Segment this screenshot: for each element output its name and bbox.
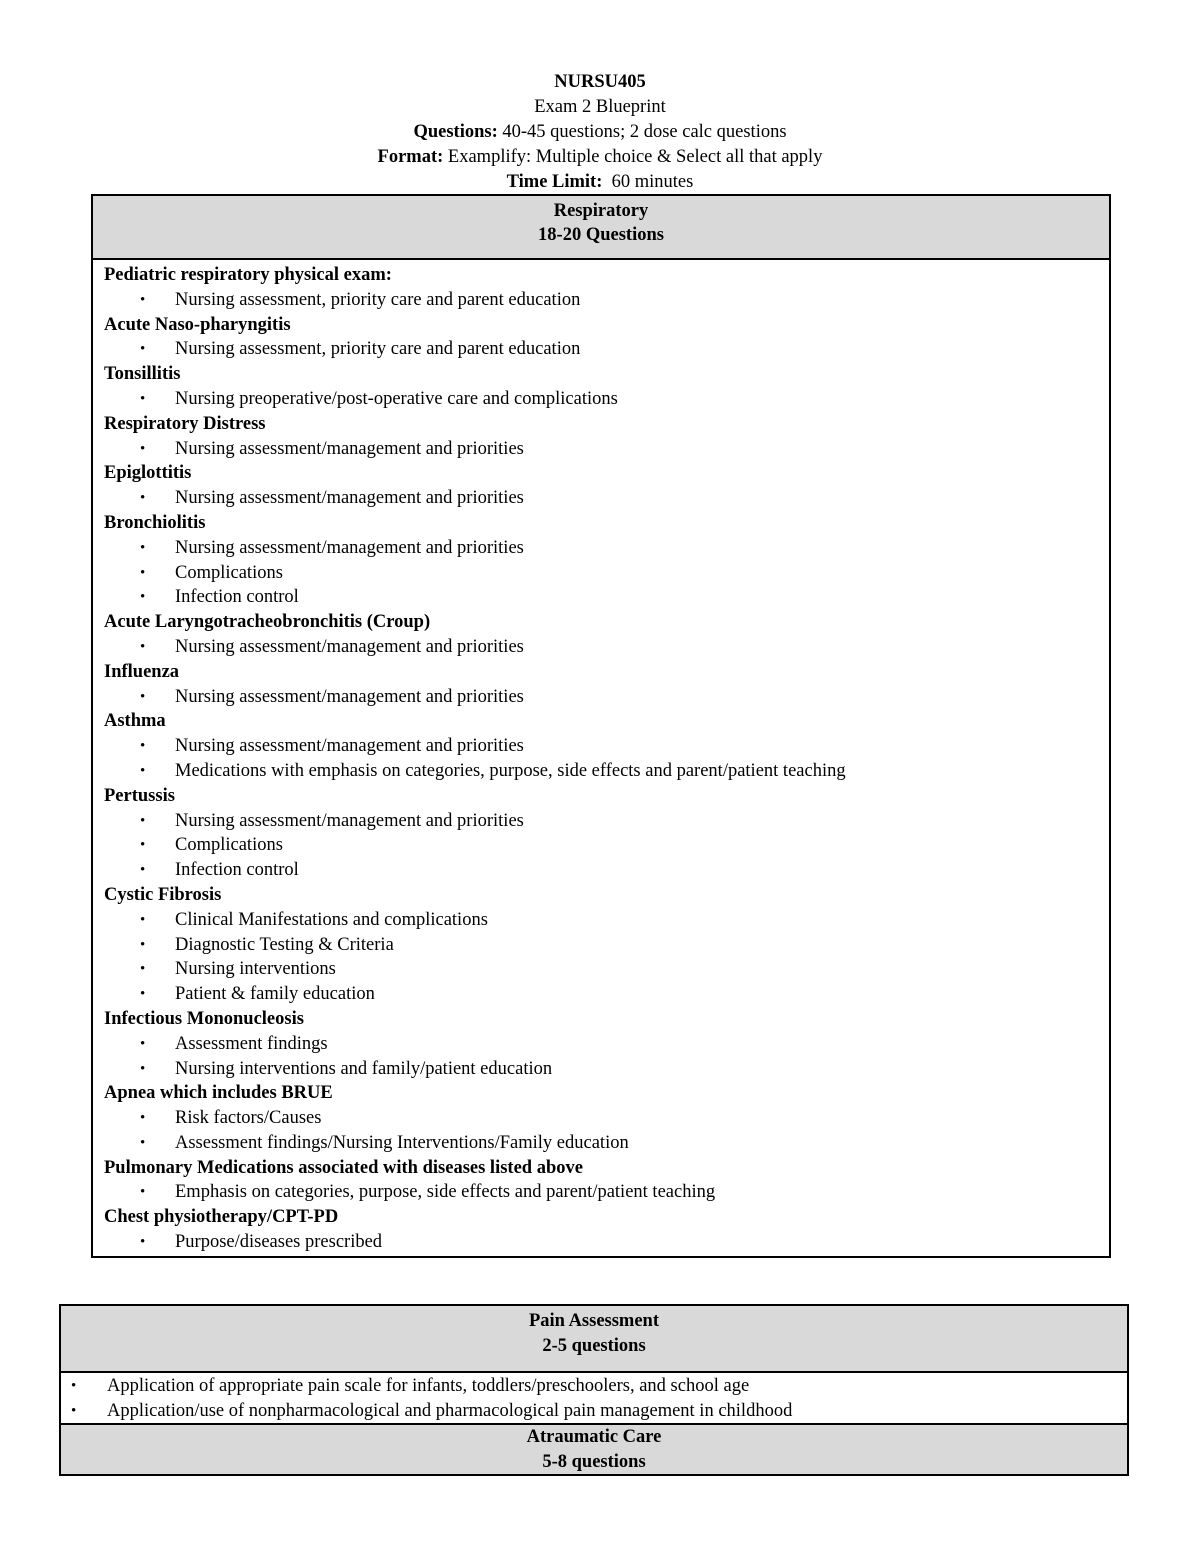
- list-item-text: Nursing assessment/management and priorities: [175, 686, 524, 707]
- list-item: [104, 685, 1109, 710]
- questions-line: Questions: 40-45 questions; 2 dose calc questions: [413, 122, 787, 142]
- list-item-text: Complications: [175, 562, 283, 583]
- list-item: [104, 809, 1109, 834]
- topic-title: Acute Laryngotracheobronchitis (Croup): [104, 612, 431, 633]
- list-item-text: Nursing interventions: [175, 959, 336, 980]
- list-item-text: Nursing assessment/management and priorities: [175, 438, 524, 459]
- list-item: [104, 734, 1109, 759]
- list-item: [104, 858, 1109, 883]
- list-item: [104, 1106, 1109, 1131]
- list-item: [104, 982, 1109, 1007]
- atraumatic-header: [61, 1423, 1127, 1474]
- bullet-icon: •: [140, 440, 146, 457]
- bullet-icon: •: [140, 986, 146, 1003]
- list-item-text: Nursing assessment/management and priorities: [175, 736, 524, 757]
- list-item: [104, 337, 1109, 362]
- exam-subtitle: Exam 2 Blueprint: [534, 97, 666, 117]
- list-item-text: Application of appropriate pain scale for infants, toddlers/preschoolers, and school age: [107, 1376, 750, 1396]
- list-item-text: Nursing assessment/management and priorities: [175, 810, 524, 831]
- bullet-icon: •: [140, 961, 146, 978]
- bullet-icon: •: [140, 911, 146, 928]
- topic-title: Pertussis: [104, 785, 175, 806]
- bullet-icon: •: [140, 1110, 146, 1127]
- bullet-icon: •: [140, 738, 146, 755]
- bullet-icon: •: [140, 564, 146, 581]
- pain-atraumatic-table: [59, 1304, 1129, 1476]
- list-item: [104, 437, 1109, 462]
- list-item-text: Patient & family education: [175, 984, 375, 1005]
- list-item: [104, 536, 1109, 561]
- topic-title: Epiglottitis: [104, 463, 192, 484]
- list-item-text: Nursing assessment/management and priorities: [175, 537, 524, 558]
- atraumatic-title: Atraumatic Care: [526, 1427, 662, 1447]
- bullet-icon: •: [140, 862, 146, 879]
- list-item: [104, 288, 1109, 313]
- bullet-icon: •: [71, 1402, 77, 1419]
- bullet-icon: •: [140, 1234, 146, 1251]
- list-item-text: Complications: [175, 835, 283, 856]
- topic-title: Chest physiotherapy/CPT-PD: [104, 1207, 339, 1228]
- bullet-icon: •: [140, 539, 146, 556]
- list-item: [61, 1374, 1127, 1399]
- list-item-text: Nursing assessment, priority care and parent education: [175, 339, 581, 360]
- topic-title: Pediatric respiratory physical exam:: [104, 265, 392, 285]
- bullet-icon: •: [140, 1060, 146, 1077]
- bullet-icon: •: [71, 1378, 77, 1394]
- bullet-icon: •: [140, 837, 146, 854]
- respiratory-title: Respiratory: [553, 201, 649, 221]
- list-item: [104, 933, 1109, 958]
- list-item: [104, 957, 1109, 982]
- document-header: [0, 70, 1200, 195]
- bullet-icon: •: [140, 762, 146, 779]
- list-item-text: Nursing assessment/management and priorities: [175, 636, 524, 657]
- list-item-text: Risk factors/Causes: [175, 1108, 322, 1129]
- topic-title: Bronchiolitis: [104, 512, 206, 533]
- pain-count: 2-5 questions: [542, 1336, 646, 1356]
- list-item: [104, 908, 1109, 933]
- topic-title: Influenza: [104, 661, 180, 682]
- bullet-icon: •: [140, 1184, 146, 1201]
- bullet-icon: •: [140, 341, 146, 358]
- list-item: [104, 486, 1109, 511]
- bullet-icon: •: [140, 1035, 146, 1052]
- list-item-text: Assessment findings/Nursing Interventions/Family education: [175, 1132, 629, 1153]
- respiratory-section: [91, 194, 1111, 1258]
- list-item-text: Application/use of nonpharmacological and pharmacological pain management in childhood: [107, 1400, 793, 1421]
- topic-title: Asthma: [104, 711, 166, 732]
- list-item: [104, 635, 1109, 660]
- bullet-icon: •: [140, 688, 146, 705]
- list-item-text: Clinical Manifestations and complications: [175, 909, 488, 930]
- list-item: [104, 585, 1109, 610]
- topic-title: Cystic Fibrosis: [104, 884, 222, 905]
- list-item: [104, 833, 1109, 858]
- pain-item-list: [61, 1373, 1127, 1423]
- list-item: [104, 1180, 1109, 1205]
- bullet-icon: •: [140, 936, 146, 953]
- respiratory-count: 18-20 Questions: [538, 225, 664, 245]
- bullet-icon: •: [140, 390, 146, 407]
- list-item: [104, 1032, 1109, 1057]
- list-item: [104, 1131, 1109, 1156]
- respiratory-header: [93, 196, 1109, 260]
- list-item-text: Assessment findings: [175, 1033, 328, 1054]
- topic-title: Respiratory Distress: [104, 413, 266, 434]
- list-item-text: Nursing preoperative/post-operative care and complications: [175, 388, 618, 409]
- bullet-icon: •: [140, 490, 146, 507]
- topic-title: Infectious Mononucleosis: [104, 1008, 304, 1029]
- list-item-text: Diagnostic Testing & Criteria: [175, 934, 394, 955]
- course-code: NURSU405: [554, 72, 646, 92]
- bullet-icon: •: [140, 638, 146, 655]
- list-item-text: Nursing assessment/management and priorities: [175, 488, 524, 509]
- list-item-text: Medications with emphasis on categories, purpose, side effects and parent/patient teaching: [175, 760, 846, 781]
- list-item: [61, 1399, 1127, 1424]
- topic-title: Pulmonary Medications associated with diseases listed above: [104, 1157, 583, 1178]
- list-item-text: Emphasis on categories, purpose, side effects and parent/patient teaching: [175, 1182, 716, 1203]
- bullet-icon: •: [140, 589, 146, 606]
- list-item: [104, 561, 1109, 586]
- list-item-text: Nursing assessment, priority care and parent education: [175, 289, 581, 310]
- topic-title: Apnea which includes BRUE: [104, 1083, 333, 1104]
- topic-title: Acute Naso-pharyngitis: [104, 314, 291, 335]
- list-item-text: Purpose/diseases prescribed: [175, 1232, 383, 1253]
- respiratory-topic-list: [93, 260, 1109, 1255]
- pain-header: [61, 1306, 1127, 1373]
- list-item: [104, 1057, 1109, 1082]
- list-item: [104, 759, 1109, 784]
- list-item: [104, 387, 1109, 412]
- list-item-text: Infection control: [175, 587, 299, 608]
- format-line: Format: Examplify: Multiple choice & Select all that apply: [377, 147, 823, 167]
- atraumatic-count: 5-8 questions: [542, 1452, 646, 1472]
- bullet-icon: •: [140, 291, 146, 308]
- bullet-icon: •: [140, 1134, 146, 1151]
- list-item-text: Nursing interventions and family/patient education: [175, 1058, 553, 1079]
- topic-title: Tonsillitis: [104, 364, 181, 385]
- list-item-text: Infection control: [175, 860, 299, 881]
- time-limit-line: Time Limit: 60 minutes: [506, 172, 694, 192]
- pain-title: Pain Assessment: [528, 1311, 660, 1331]
- list-item: [104, 1230, 1109, 1255]
- bullet-icon: •: [140, 812, 146, 829]
